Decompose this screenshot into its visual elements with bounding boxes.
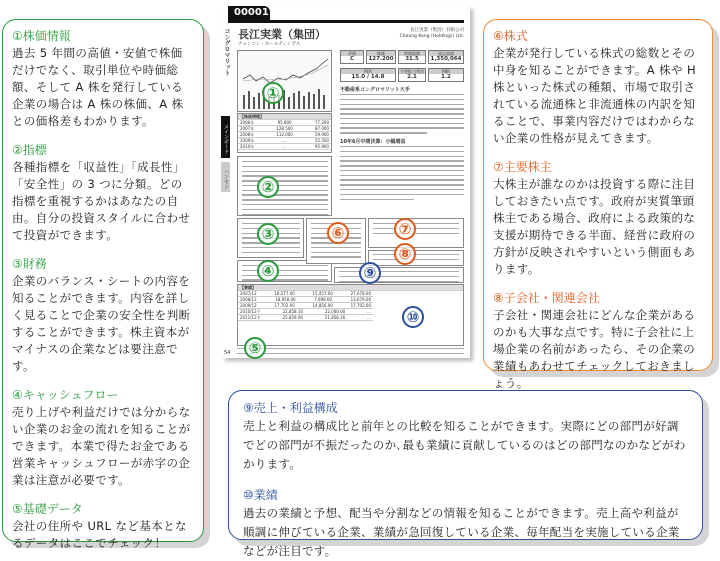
marker-8: ⑧ (394, 243, 416, 265)
marker-1: ① (262, 82, 284, 104)
stat-value: 1,350,064 (430, 56, 462, 62)
price-chart-svg (238, 51, 331, 111)
stat-per (340, 68, 396, 82)
corporate-name-en: Cheung Kong (Holdings) Ltd. (399, 34, 464, 39)
table-row: 2007/12 18,277.00 15,457.00 27,678.00 (240, 291, 371, 296)
stock-price-table (237, 113, 332, 153)
marker-3: ③ (257, 223, 279, 245)
company-data-sheet (222, 6, 470, 358)
stat-label: 評価 (341, 51, 363, 56)
marker-2: ② (257, 176, 279, 198)
board-tab: メインボード (221, 116, 230, 158)
section-title: ③財務 (12, 257, 47, 271)
performance-table (237, 284, 464, 346)
section-title: ⑦主要株主 (493, 160, 552, 174)
stat-label: 時価総額 (399, 51, 425, 56)
table-row: 2007年 128.500 87.000 (238, 126, 331, 132)
table-row: 2008年 112.000 59.900 (238, 132, 331, 138)
section-title: ④キャッシュフロー (12, 388, 119, 402)
company-kana: チョンコン・ホールディングス (238, 42, 301, 47)
stat-price (366, 50, 396, 64)
table-header: 【株価情報】 (238, 114, 331, 120)
results-headline: 10年6月中間決算：小幅増益 (340, 139, 406, 145)
table-header: 【業績】 (238, 285, 463, 291)
stat-yield (398, 68, 426, 82)
section-title: ②指標 (12, 143, 47, 157)
marker-9: ⑨ (359, 262, 381, 284)
header-rule (228, 20, 464, 23)
moving-average-line (243, 65, 328, 81)
section-body: 企業が発行している株式の総数とその中身を知ることができます。A 株や H 株といった株式の種類、市場で取引されている流通株と非流通株の内訳を知ることで、事業内容だけではわからない企業の性格が見えてきます。 (493, 46, 697, 145)
subsidiaries-table (368, 250, 464, 266)
stat-value: 127.200 (368, 56, 394, 62)
marker-6: ⑥ (327, 222, 349, 244)
business-text (340, 94, 464, 137)
stat-value: C (349, 56, 355, 62)
indicators-table (237, 156, 332, 216)
section-title: ⑤基礎データ (12, 502, 83, 516)
business-headline: 不動産系コングロマリット大手 (340, 87, 410, 93)
stat-label: 株価 (367, 51, 395, 56)
company-name: 長江実業（集団） (238, 28, 326, 41)
marker-10: ⑩ (402, 306, 424, 328)
section-body: 過去の業績と予想、配当や分割などの情報を知ることができます。売上高や利益が順調に伸びている企業、業績が急回復している企業、毎年配当を実施している企業などが注目です。 (243, 506, 680, 558)
marker-4: ④ (257, 260, 279, 282)
stat-label: 過去高値 (429, 51, 463, 56)
volume-bars (243, 89, 325, 109)
corporate-name-jp: 長江実業（集団）有限公司 (410, 28, 464, 33)
section-body: 子会社・関連会社にどんな企業があるのかも大事な点です。特に子会社に上場企業の名前があったら、その企業の業績もあわせてチェックしておきましょう。 (493, 308, 696, 390)
section-title: ⑥株式 (493, 29, 528, 43)
section-body: 各種指標を「収益性」「成長性」「安全性」の 3 つに分類。どの指標を重視するかはあなたの自由。自分の投資スタイルに合わせて投資ができます。 (12, 160, 191, 242)
stat-market-cap (398, 50, 426, 64)
table-row: 2008/12 18,958.00 7,998.00 13,679.00 (238, 297, 373, 303)
section-body: 売り上げや利益だけでは分からない企業のお金の流れを知ることができます。本業で得たお金である営業キャッシュフローが赤字の企業は注意が必要です。 (12, 405, 191, 487)
table-row: 2009/12 17,702.00 14,856.00 17,702.00 (240, 303, 371, 308)
marker-7: ⑦ (394, 218, 416, 240)
stock-code: 00001 (228, 6, 270, 20)
table-row: 2011/12予 25,859.06 21,858.16 ... (238, 315, 373, 321)
marker-5: ⑤ (244, 337, 266, 359)
section-body: 売上と利益の構成比と前年との比較を知ることができます。実際にどの部門が好調でどの部門が不振だったのか､最も業績に貢献しているのはどの部門なのかなどがわかります。 (243, 419, 686, 471)
corporate-name (400, 28, 464, 40)
stat-pbr (428, 68, 464, 82)
left-explanation-panel (2, 19, 204, 550)
section-body: 会社の住所や URL など基本となるデータはここでチェック！ (12, 519, 187, 550)
stat-label: 予想配当利回 (400, 69, 424, 74)
section-body: 企業のバランス・シートの内容を知ることができます。内容を詳しく見ることで企業の安全性を判断することができます。株主資本がマイナスの企業などは要注意です。 (12, 274, 191, 373)
industry-label: コングロマリット (223, 28, 230, 76)
stat-value: 2.1 (407, 74, 417, 80)
table-row: 2006年 95.800 77.200 (240, 120, 329, 125)
right-explanation-panel (483, 19, 713, 390)
stat-rating (340, 50, 364, 64)
table-row: 2009年 ... 55.500 (238, 138, 331, 144)
results-text (340, 146, 464, 203)
stat-value: 1.2 (441, 74, 451, 80)
section-body: 過去 5 年間の高値・安値で株価だけでなく、取引単位や時価総額、そして A 株を発行している企業の場合は A 株の株価、A 株との価格差もわかります。 (12, 46, 184, 128)
stat-value: 15.0 / 14.8 (351, 74, 385, 80)
section-title: ①株価情報 (12, 29, 71, 43)
stat-value: 31.5 (405, 56, 419, 62)
index-tab: ハンセン (221, 162, 230, 192)
shareholders-table (368, 218, 464, 248)
section-title: ⑧子会社・関連会社 (493, 291, 600, 305)
stat-label: PER (341, 69, 395, 74)
section-body: 大株主が誰なのかは投資する際に注目しておきたい点です。政府が実質筆頭株主である場合、政府による政策的な支援が期待できる半面、経営に政府の方針が反映されやすいという側面もあります。 (493, 177, 696, 276)
table-row: 2010年 ... 95.800 (238, 144, 331, 150)
basic-data-text (237, 348, 464, 358)
price-chart (237, 50, 332, 112)
bottom-explanation-panel (228, 390, 703, 558)
stat-label: PBR (429, 69, 463, 74)
section-title: ⑩業績 (243, 488, 278, 502)
page-number: 54 (224, 350, 231, 356)
segment-table (334, 267, 464, 283)
stat-high (428, 50, 464, 64)
table-row: 2010/12予 22,858.16 22,000.00 ... (238, 309, 373, 315)
section-title: ⑨売上・利益構成 (243, 401, 338, 415)
